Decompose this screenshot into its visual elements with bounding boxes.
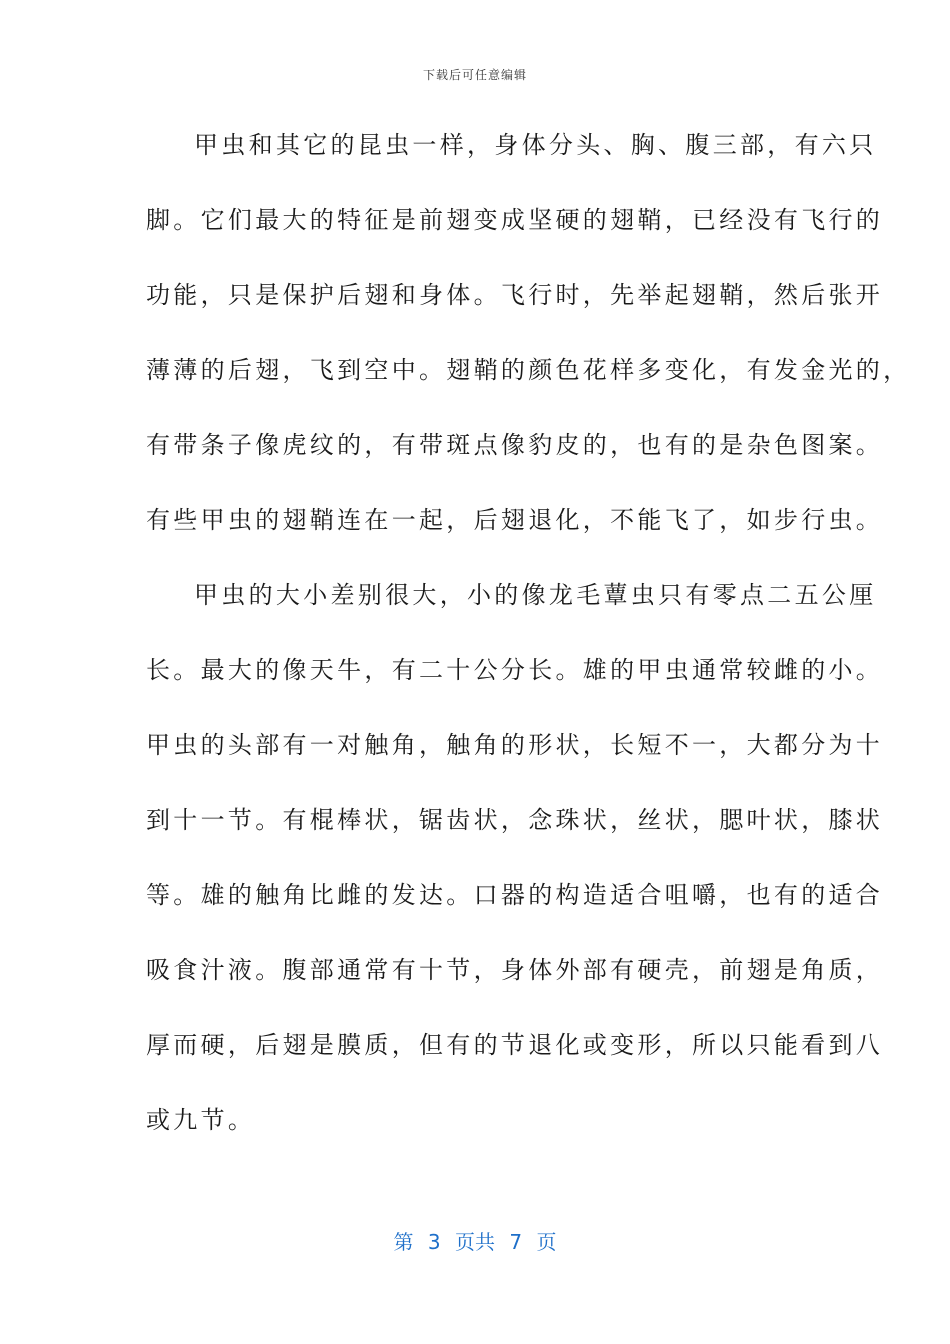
footer-middle: 页共 xyxy=(455,1230,495,1254)
footer-suffix: 页 xyxy=(536,1230,557,1254)
paragraph-1-line-6: 有些甲虫的翅鞘连在一起，后翅退化，不能飞了，如步行虫。 xyxy=(146,506,884,534)
footer-prefix: 第 xyxy=(393,1230,414,1254)
paragraph-2-line-3: 甲虫的头部有一对触角，触角的形状，长短不一，大都分为十 xyxy=(146,731,884,759)
paragraph-2-line-8: 或九节。 xyxy=(146,1106,256,1134)
paragraph-1-line-5: 有带条子像虎纹的，有带斑点像豹皮的，也有的是杂色图案。 xyxy=(146,431,884,459)
paragraph-1-line-2: 脚。它们最大的特征是前翅变成坚硬的翅鞘，已经没有飞行的 xyxy=(146,206,884,234)
paragraph-2-line-7: 厚而硬，后翅是膜质，但有的节退化或变形，所以只能看到八 xyxy=(146,1031,884,1059)
document-body xyxy=(146,125,911,1175)
footer-total-pages: 7 xyxy=(509,1230,523,1254)
paragraph-1-line-1: 甲虫和其它的昆虫一样，身体分头、胸、腹三部，有六只 xyxy=(194,131,877,159)
header-note: 下载后可任意编辑 xyxy=(422,68,527,82)
paragraph-2-line-4: 到十一节。有棍棒状，锯齿状，念珠状，丝状，腮叶状，膝状 xyxy=(146,806,884,834)
paragraph-1-line-4: 薄薄的后翅，飞到空中。翅鞘的颜色花样多变化，有发金光的， xyxy=(146,356,911,384)
paragraph-2-line-5: 等。雄的触角比雌的发达。口器的构造适合咀嚼，也有的适合 xyxy=(146,881,884,909)
paragraph-2-line-1: 甲虫的大小差别很大，小的像龙毛蕈虫只有零点二五公厘 xyxy=(194,581,877,609)
paragraph-2-line-6: 吸食汁液。腹部通常有十节，身体外部有硬壳，前翅是角质， xyxy=(146,956,884,984)
page-footer xyxy=(0,1226,950,1255)
paragraph-2-line-2: 长。最大的像天牛，有二十公分长。雄的甲虫通常较雌的小。 xyxy=(146,656,884,684)
footer-current-page: 3 xyxy=(427,1230,441,1254)
paragraph-1-line-3: 功能，只是保护后翅和身体。飞行时，先举起翅鞘，然后张开 xyxy=(146,281,884,309)
